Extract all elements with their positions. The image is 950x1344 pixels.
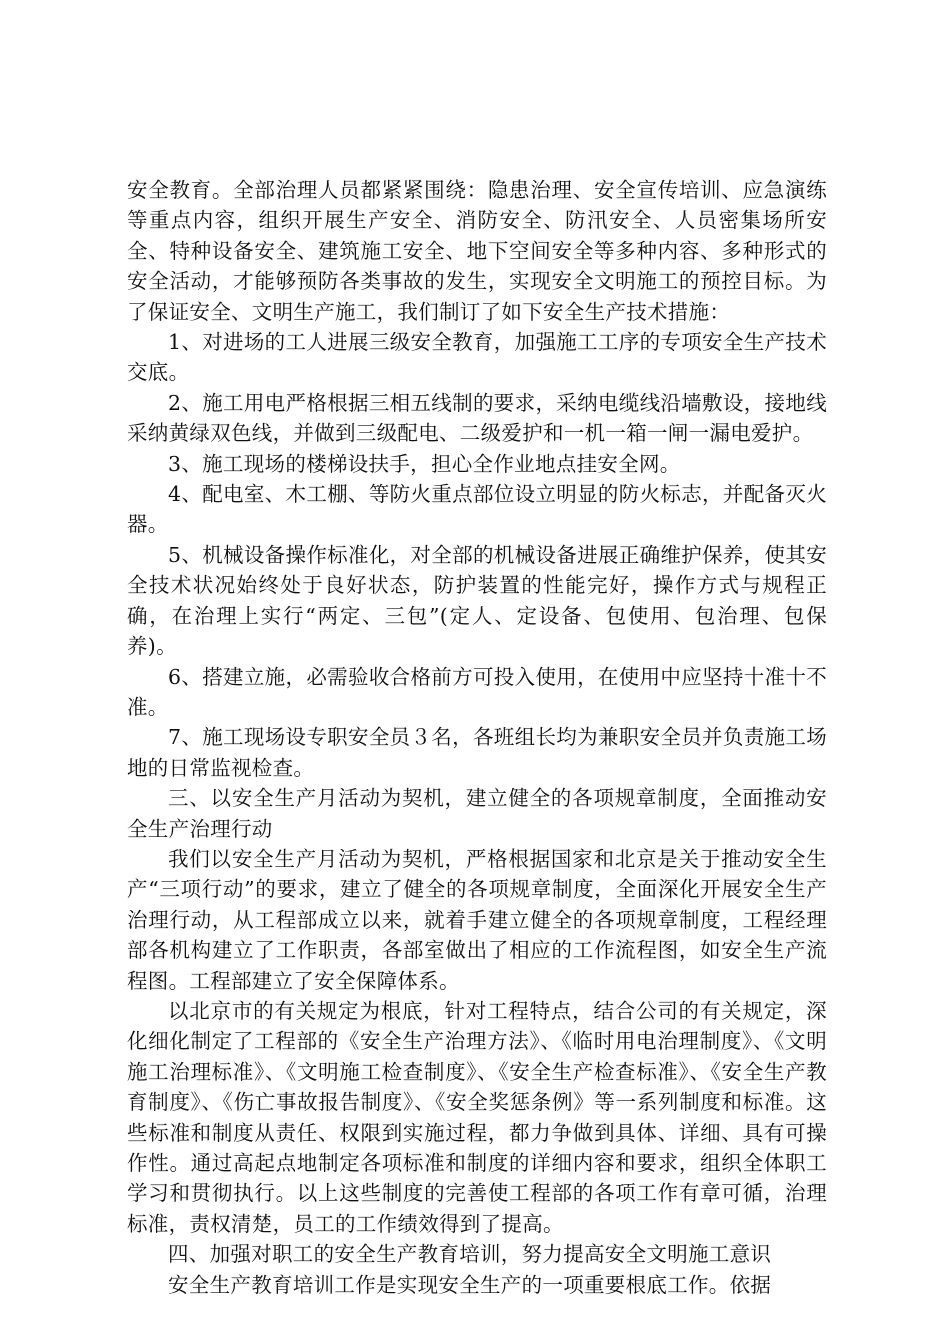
- document-body: [127, 175, 827, 1300]
- paragraph: 4、配电室、木工棚、等防火重点部位设立明显的防火标志，并配备灭火器。: [127, 482, 827, 537]
- section-heading: 三、以安全生产月活动为契机，建立健全的各项规章制度，全面推动安全生产治理行动: [127, 786, 827, 841]
- paragraph: 以北京市的有关规定为根底，针对工程特点，结合公司的有关规定，深化细化制定了工程部的《安全生产治理方法》、《临时用电治理制度》、《文明施工治理标准》、《文明施工检查制度》、《安全生产检查标准》、《安全生产教育制度》、《伤亡事故报告制度》、《安全奖惩条例》等一系列制度和标准。这些标准和制度从责任、权限到实施过程，都力争做到具体、详细、具有可操作性。通过高起点地制定各项标准和制度的详细内容和要求，组织全体职工学习和贯彻执行。以上这些制度的完善使工程部的各项工作有章可循，治理标准，责权清楚，员工的工作绩效得到了提高。: [127, 998, 827, 1236]
- paragraph: 7、施工现场设专职安全员３名，各班组长均为兼职安全员并负责施工场地的日常监视检查。: [127, 725, 827, 780]
- paragraph: 安全生产教育培训工作是实现安全生产的一项重要根底工作。依据: [168, 1272, 772, 1297]
- paragraph: 6、搭建立施，必需验收合格前方可投入使用，在使用中应坚持十准十不准。: [127, 664, 827, 719]
- paragraph: 1、对进场的工人进展三级安全教育，加强施工工序的专项安全生产技术交底。: [127, 330, 827, 385]
- paragraph: 5、机械设备操作标准化，对全部的机械设备进展正确维护保养，使其安全技术状况始终处于良好状态，防护装置的性能完好，操作方式与规程正确，在治理上实行“两定、三包”(定人、定设备、包使用、包治理、包保养)。: [127, 542, 827, 659]
- paragraph: 我们以安全生产月活动为契机，严格根据国家和北京是关于推动安全生产“三项行动”的要求，建立了健全的各项规章制度，全面深化开展安全生产治理行动，从工程部成立以来，就着手建立健全的各项规章制度，工程经理部各机构建立了工作职责，各部室做出了相应的工作流程图，如安全生产流程图。工程部建立了安全保障体系。: [127, 846, 827, 993]
- paragraph: 2、施工用电严格根据三相五线制的要求，采纳电缆线沿墙敷设，接地线采纳黄绿双色线，并做到三级配电、二级爱护和一机一箱一闸一漏电爱护。: [127, 390, 827, 446]
- paragraph: 3、施工现场的楼梯设扶手，担心全作业地点挂安全网。: [168, 451, 681, 476]
- paragraph: 安全教育。全部治理人员都紧紧围绕：隐患治理、安全宣传培训、应急演练等重点内容，组织开展生产安全、消防安全、防汛安全、人员密集场所安全、特种设备安全、建筑施工安全、地下空间安全等多种内容、多种形式的安全活动，才能够预防各类事故的发生，实现安全文明施工的预控目标。为了保证安全、文明生产施工，我们制订了如下安全生产技术措施：: [127, 178, 827, 324]
- section-heading: 四、加强对职工的安全生产教育培训，努力提高安全文明施工意识: [168, 1242, 772, 1267]
